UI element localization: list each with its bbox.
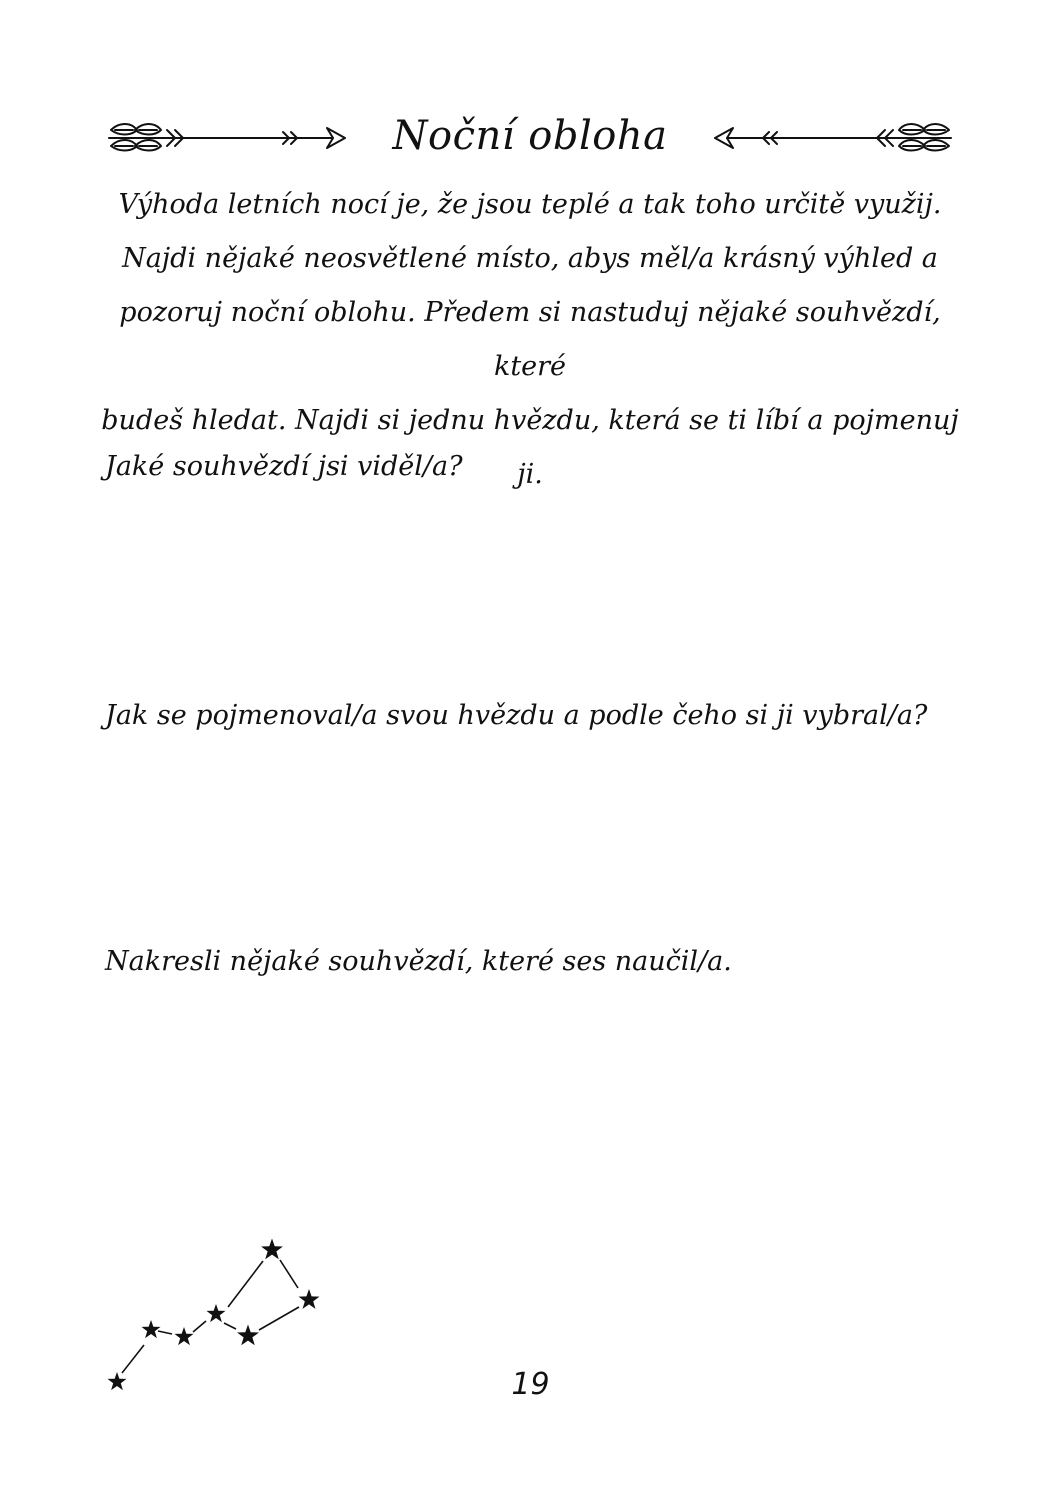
page-number: 19 [511,1367,550,1402]
arrow-leaf-ornament-icon [710,118,955,158]
page-title: Noční obloha [392,113,668,159]
question-star-name: Jak se pojmenoval/a svou hvězdu a podle čeho si ji vybral/a? [105,700,928,731]
page-header [100,108,960,168]
intro-line: Výhoda letních nocí je, že jsou teplé a tak toho určitě využij. [118,189,942,220]
question-draw-constellation: Nakresli nějaké souhvězdí, které ses naučil/a. [105,946,732,977]
question-constellation-seen: Jaké souhvězdí jsi viděl/a? [105,451,463,482]
intro-line: budeš hledat. Najdi si jednu hvězdu, která se ti líbí a pojmenuj ji. [101,405,959,490]
intro-line: pozoruj noční oblohu. Předem si nastuduj nějaké souhvězdí, které [119,297,941,382]
intro-line: Najdi nějaké neosvětlené místo, abys měl/a krásný výhled a [122,243,938,274]
